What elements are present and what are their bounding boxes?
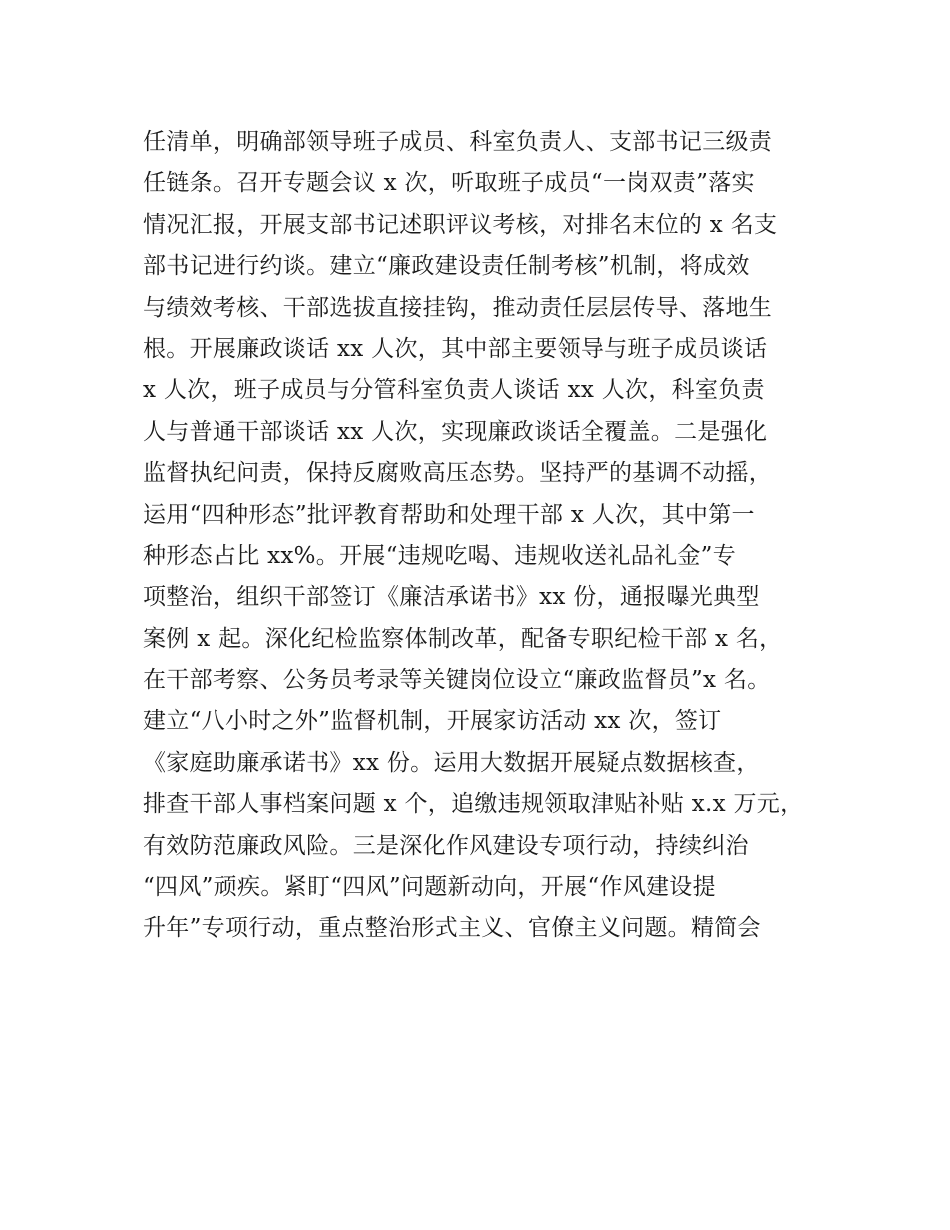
text-line: 人与普通干部谈话 xx 人次，实现廉政谈话全覆盖。二是强化 xyxy=(143,418,768,445)
text-line: 部书记进行约谈。建立“廉政建设责任制考核”机制，将成效 xyxy=(143,253,750,280)
text-line: 任链条。召开专题会议 x 次，听取班子成员“一岗双责”落实 xyxy=(143,170,755,197)
text-line: 案例 x 起。深化纪检监察体制改革，配备专职纪检干部 x 名， xyxy=(143,625,783,652)
body-paragraph xyxy=(143,122,833,950)
text-line: 任清单，明确部领导班子成员、科室负责人、支部书记三级责 xyxy=(143,129,773,155)
text-line: 有效防范廉政风险。三是深化作风建设专项行动，持续纠治 xyxy=(143,832,749,859)
text-line: 情况汇报，开展支部书记述职评议考核，对排名末位的 x 名支 xyxy=(143,211,778,238)
text-line: 根。开展廉政谈话 xx 人次，其中部主要领导与班子成员谈话 xyxy=(143,335,768,362)
text-line: 与绩效考核、干部选拔直接挂钩，推动责任层层传导、落地生 xyxy=(143,294,773,321)
text-line: 项整治，组织干部签订《廉洁承诺书》xx 份，通报曝光典型 xyxy=(143,584,760,611)
text-line: 升年”专项行动，重点整治形式主义、官僚主义问题。精简会 xyxy=(143,915,761,942)
text-line: 《家庭助廉承诺书》xx 份。运用大数据开展疑点数据核查， xyxy=(143,749,760,776)
text-line: 在干部考察、公务员考录等关键岗位设立“廉政监督员”x 名。 xyxy=(143,667,771,694)
text-line: 排查干部人事档案问题 x 个，追缴违规领取津贴补贴 x.x 万元， xyxy=(143,791,804,818)
text-line: 建立“八小时之外”监督机制，开展家访活动 xx 次，签订 xyxy=(143,708,722,735)
text-line: 种形态占比 xx%。开展“违规吃喝、违规收送礼品礼金”专 xyxy=(143,542,737,569)
text-line: “四风”顽疾。紧盯“四风”问题新动向，开展“作风建设提 xyxy=(143,874,716,901)
text-line: x 人次，班子成员与分管科室负责人谈话 xx 人次，科室负责 xyxy=(143,377,765,404)
text-line: 运用“四种形态”批评教育帮助和处理干部 x 人次，其中第一 xyxy=(143,501,755,528)
text-line: 监督执纪问责，保持反腐败高压态势。坚持严的基调不动摇， xyxy=(143,460,773,487)
